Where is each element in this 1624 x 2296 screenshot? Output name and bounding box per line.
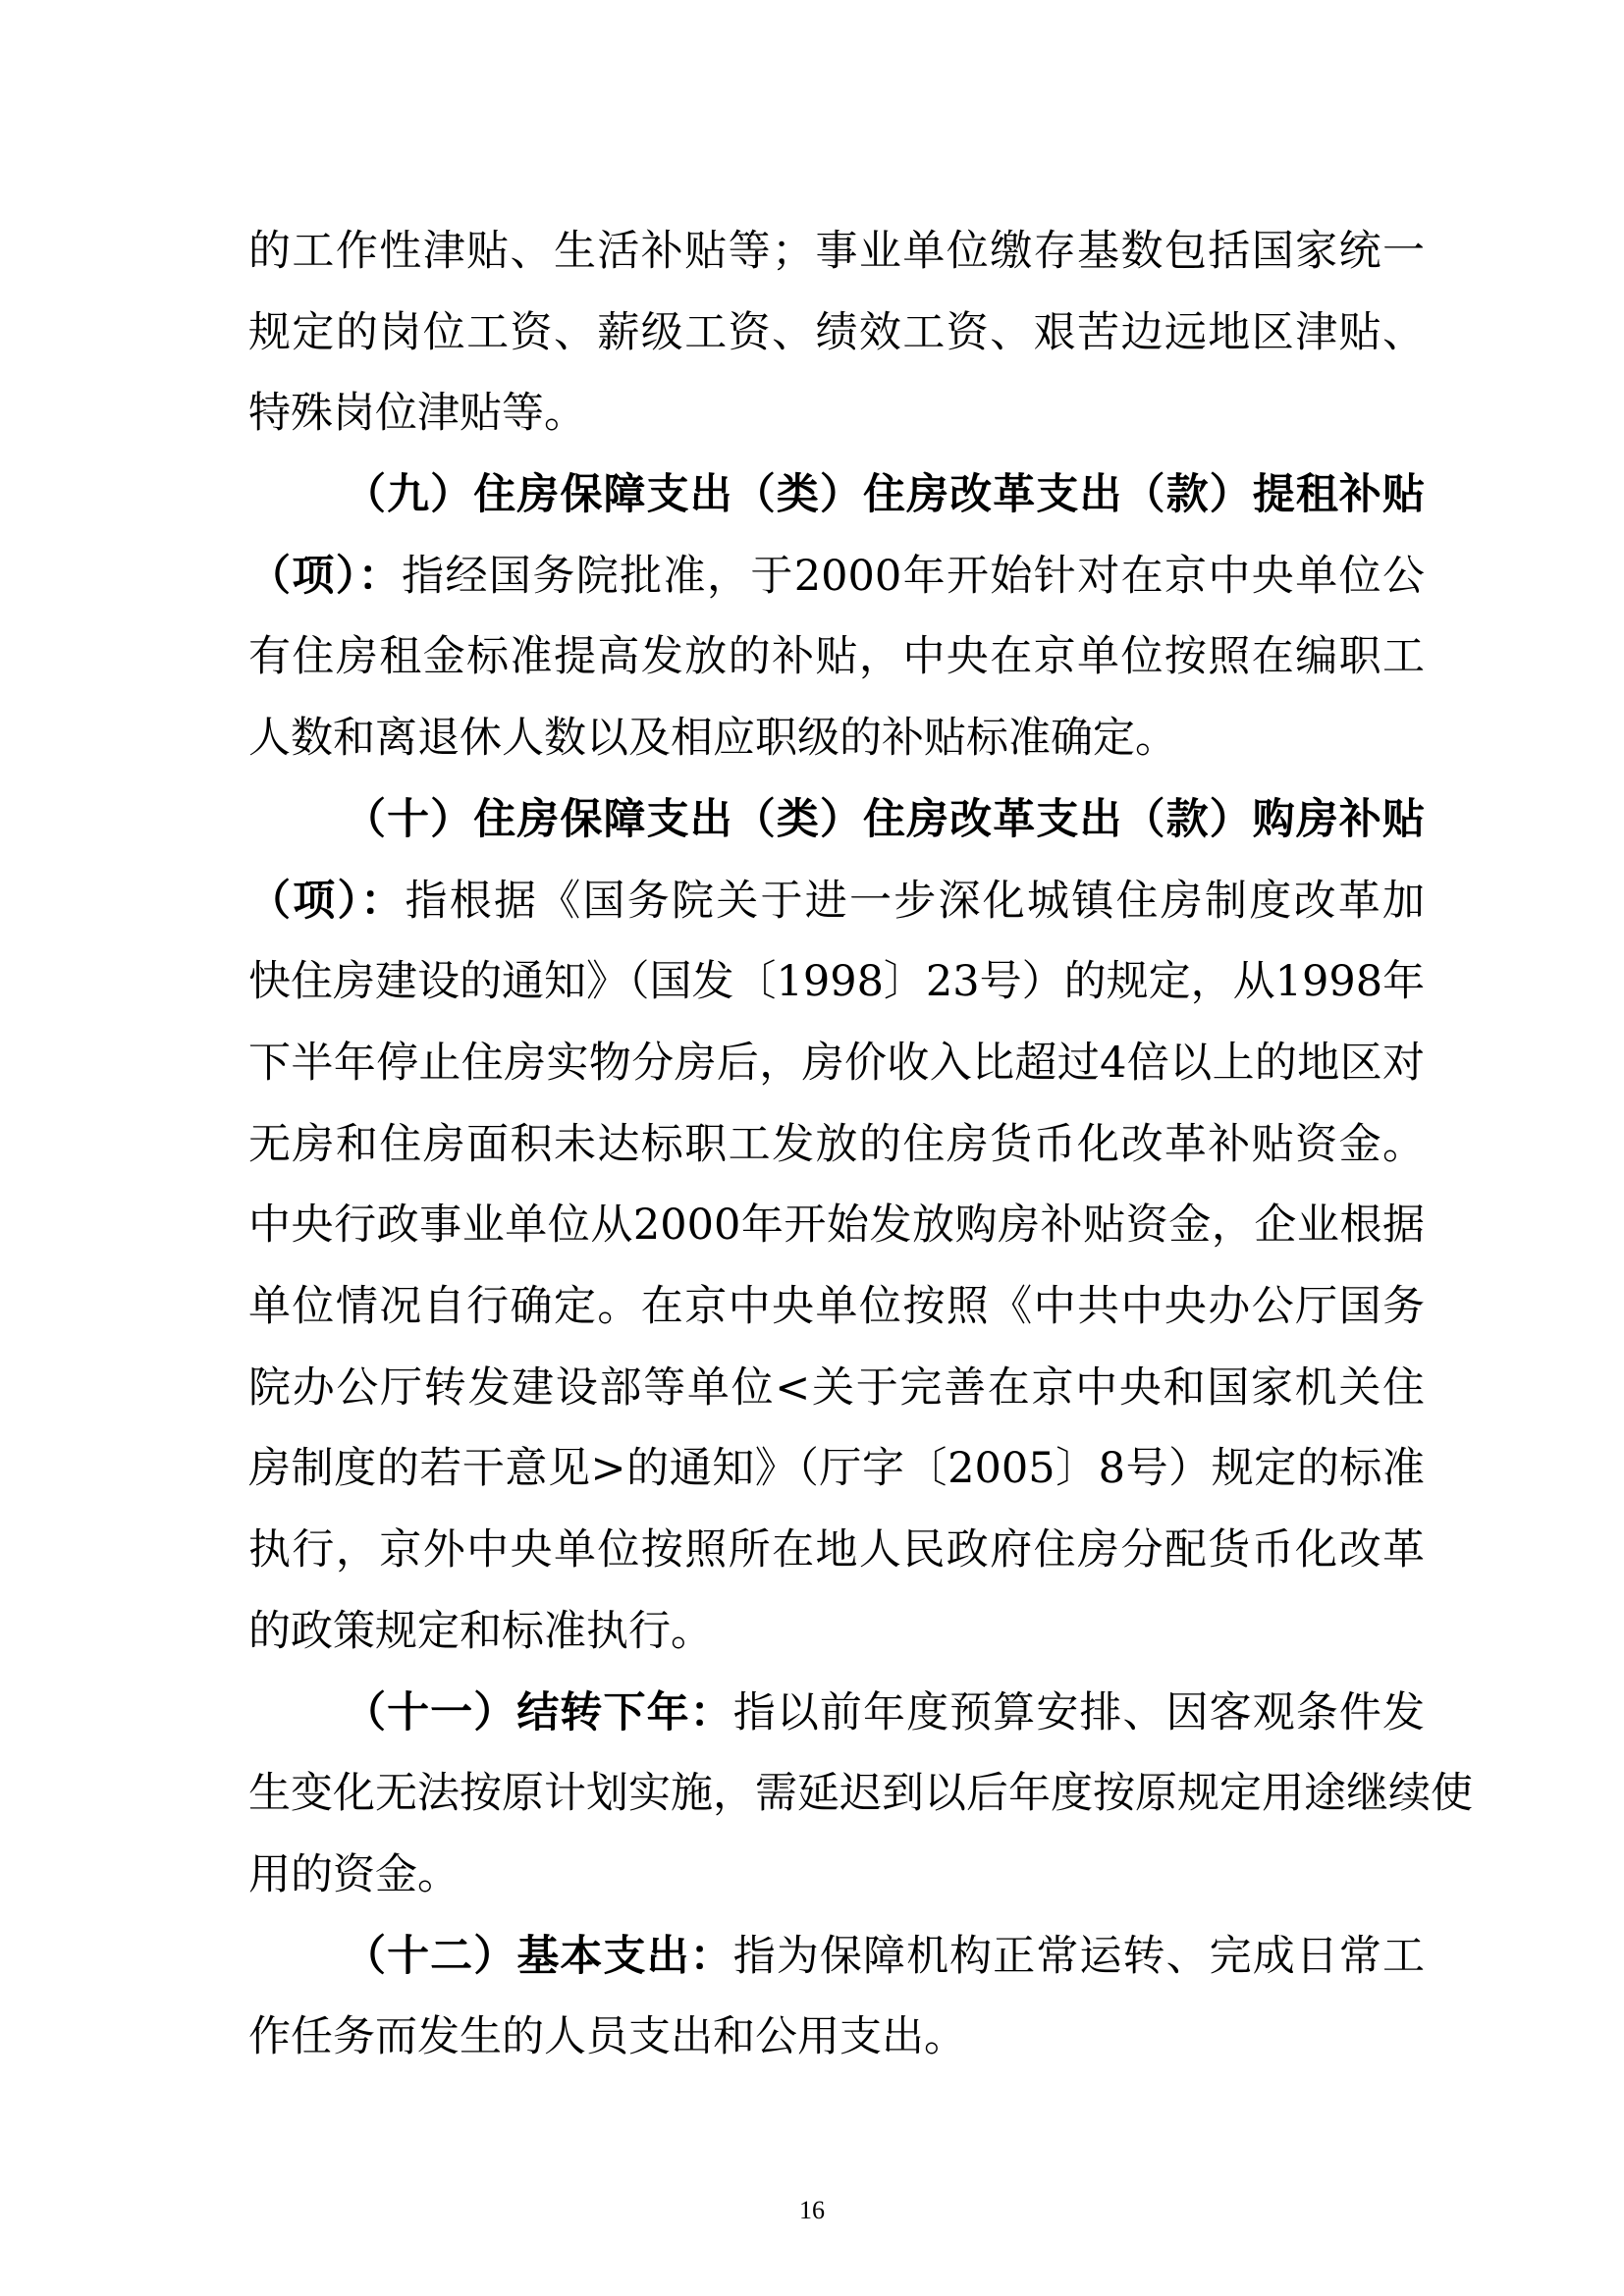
paragraph-line	[248, 1359, 1425, 1417]
line-text: 快住房建设的通知》（国发〔1998〕23号）的规定，从1998年	[248, 957, 1426, 1006]
line-text: 的政策规定和标准执行。	[248, 1607, 713, 1656]
paragraph-line	[248, 1034, 1425, 1093]
paragraph-line	[248, 1602, 1425, 1661]
line-text: 下半年停止住房实物分房后，房价收入比超过4倍以上的地区对	[248, 1039, 1425, 1088]
line-text: 规定的岗位工资、薪级工资、绩效工资、艰苦边远地区津贴、	[248, 308, 1425, 357]
line-text: 的工作性津贴、生活补贴等；事业单位缴存基数包括国家统一	[248, 227, 1425, 276]
line-text: 有住房租金标准提高发放的补贴，中央在京单位按照在编职工	[248, 632, 1425, 681]
line-text: 用的资金。	[248, 1850, 460, 1899]
line-text: 单位情况自行确定。在京中央单位按照《中共中央办公厅国务	[248, 1282, 1425, 1331]
section-heading: （十）住房保障支出（类）住房改革支出（款）购房补贴	[344, 795, 1425, 844]
paragraph-line	[248, 872, 1425, 931]
paragraph-line	[248, 1277, 1425, 1336]
section-heading: （十二）基本支出：	[344, 1932, 733, 1981]
paragraph-line	[248, 1845, 1425, 1904]
paragraph-line	[248, 1196, 1425, 1255]
line-text: 指经国务院批准，于2000年开始针对在京中央单位公	[402, 552, 1426, 601]
line-text: 作任务而发生的人员支出和公用支出。	[248, 2012, 966, 2061]
line-text: 院办公厅转发建设部等单位<关于完善在京中央和国家机关住	[248, 1363, 1425, 1413]
line-text: 人数和离退休人数以及相应职级的补贴标准确定。	[248, 714, 1177, 763]
line-text: 执行，京外中央单位按照所在地人民政府住房分配货币化改革	[248, 1525, 1425, 1575]
paragraph-line	[248, 952, 1425, 1011]
page-number: 16	[799, 2196, 825, 2224]
line-text: 指根据《国务院关于进一步深化城镇住房制度改革加	[405, 877, 1425, 926]
line-text: 指以前年度预算安排、因客观条件发	[732, 1688, 1425, 1737]
paragraph-line	[248, 627, 1425, 686]
line-text: 房制度的若干意见>的通知》（厅字〔2005〕8号）规定的标准	[248, 1444, 1425, 1493]
paragraph-line	[248, 303, 1425, 362]
line-text: 生变化无法按原计划实施，需延迟到以后年度按原规定用途继续使	[248, 1769, 1473, 1818]
paragraph-line	[248, 1439, 1425, 1498]
paragraph-line	[248, 1115, 1425, 1174]
section-heading: （项）：	[248, 552, 403, 601]
paragraph-line	[248, 1521, 1425, 1579]
paragraph-line	[248, 222, 1425, 281]
line-text: 指为保障机构正常运转、完成日常工	[732, 1932, 1425, 1981]
paragraph-line	[248, 547, 1425, 606]
section-heading-line	[344, 465, 1425, 524]
paragraph-line	[248, 2007, 1425, 2066]
paragraph-line	[248, 1764, 1473, 1823]
paragraph-line	[248, 709, 1425, 768]
paragraph-line	[248, 384, 1425, 443]
paragraph-line	[344, 1683, 1425, 1742]
line-text: 中央行政事业单位从2000年开始发放购房补贴资金，企业根据	[248, 1201, 1425, 1250]
section-heading-line	[344, 790, 1425, 849]
section-heading: （项）：	[248, 877, 406, 926]
line-text: 无房和住房面积未达标职工发放的住房货币化改革补贴资金。	[248, 1120, 1425, 1169]
section-heading: （十一）结转下年：	[344, 1688, 733, 1737]
paragraph-line	[344, 1927, 1425, 1986]
line-text: 特殊岗位津贴等。	[248, 389, 586, 438]
section-heading: （九）住房保障支出（类）住房改革支出（款）提租补贴	[344, 470, 1425, 519]
